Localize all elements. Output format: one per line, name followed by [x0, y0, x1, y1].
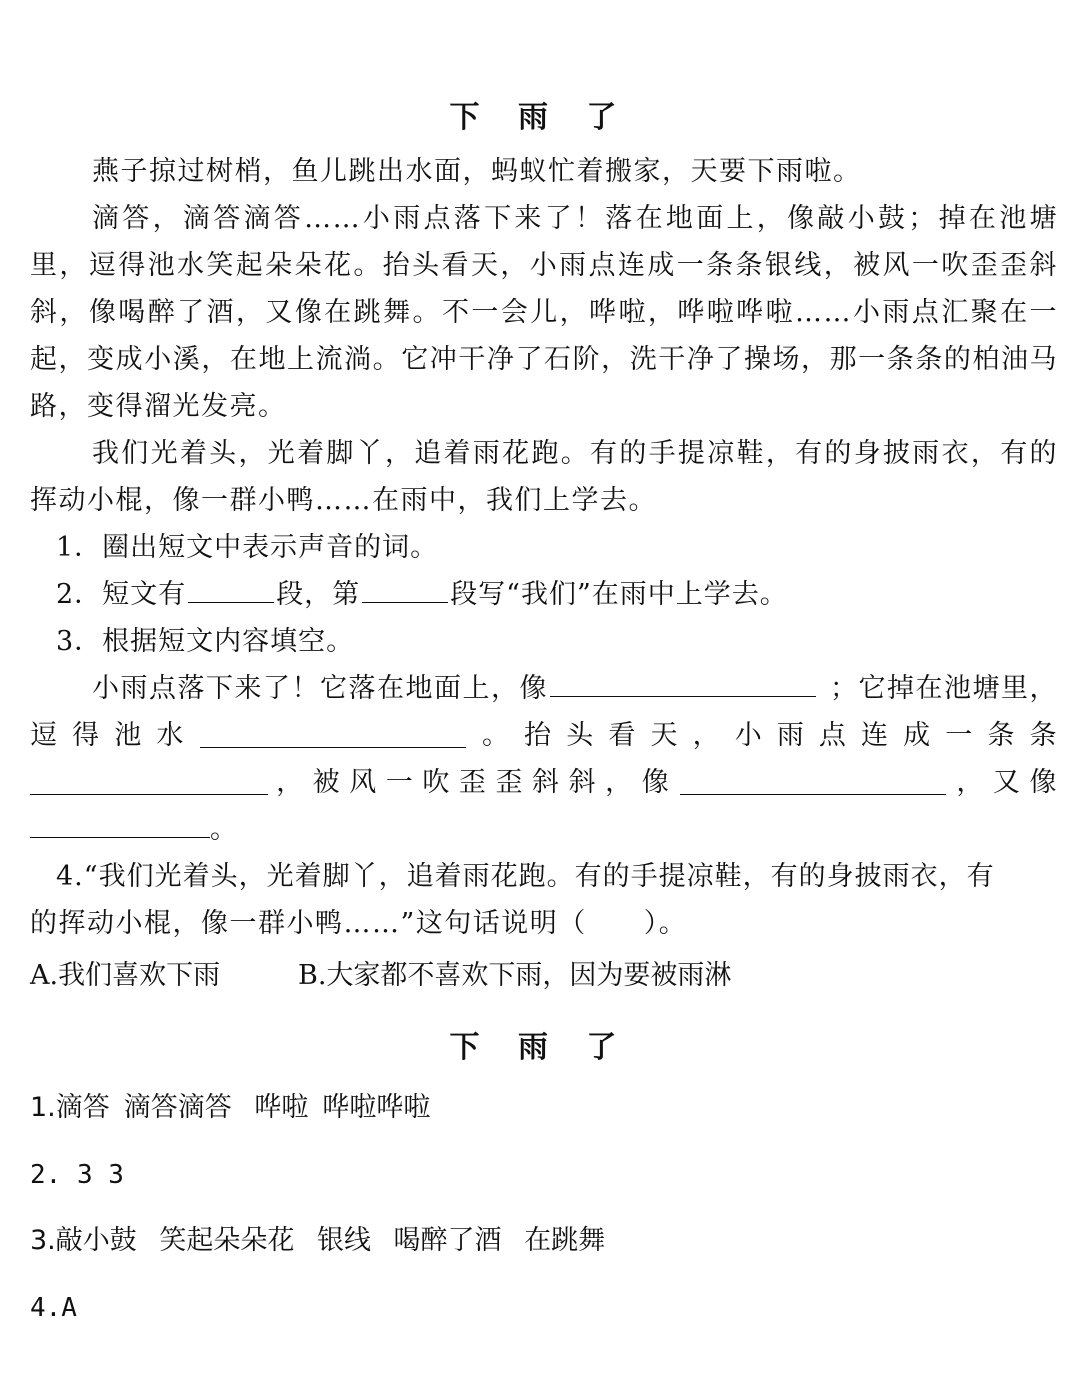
q3-char: 点 — [818, 720, 848, 751]
q3-char: 小 — [734, 720, 764, 751]
question-2-part-c: 段写“我们”在雨中上学去。 — [450, 579, 788, 610]
option-b[interactable]: B.大家都不喜欢下雨，因为要被雨淋 — [298, 960, 732, 991]
answer-blank[interactable] — [30, 793, 268, 795]
answer-blank[interactable] — [680, 793, 946, 795]
q3-char: 抬 — [524, 720, 553, 751]
answer-3-item: 3.敲小鼓 — [30, 1225, 137, 1256]
q3-char: 水 — [156, 720, 185, 751]
answer-3-item: 在跳舞 — [515, 1225, 606, 1256]
q3-fill-line-1 — [30, 665, 1058, 712]
q3-fill-text — [30, 665, 818, 712]
q3-fill-line-3 — [30, 759, 1058, 806]
q3-char: ， — [956, 767, 985, 798]
q3-char: 歪 — [495, 767, 524, 798]
q3-char: 头 — [566, 720, 595, 751]
q3-fill-text-a: 小雨点落下来了！它落在地面上，像 — [92, 673, 548, 704]
q3-char: 像 — [1029, 767, 1058, 798]
answer-blank[interactable] — [200, 746, 466, 748]
question-2-part-b: 段，第 — [276, 579, 361, 610]
q3-char: 一 — [945, 720, 974, 751]
q3-fill-end: 。 — [210, 814, 239, 845]
q3-char: ， — [605, 767, 634, 798]
q3-char: ， — [276, 767, 305, 798]
answer-2: 2. 3 3 — [30, 1160, 124, 1190]
answer-3-item: 银线 — [308, 1225, 371, 1256]
q3-char: 池 — [114, 720, 143, 751]
answer-1-item: 1.滴答 — [30, 1092, 110, 1123]
answer-3-item: 笑起朵朵花 — [150, 1225, 295, 1256]
answer-1-item: 哗啦哗啦 — [322, 1092, 431, 1123]
answer-blank[interactable] — [30, 836, 210, 838]
answer-blank[interactable] — [188, 601, 274, 603]
answer-blank[interactable] — [362, 601, 448, 603]
q3-char: 斜 — [568, 767, 598, 798]
q3-char: 风 — [349, 767, 378, 798]
q3-char: 看 — [608, 720, 637, 751]
q3-char: 天 — [650, 720, 679, 751]
q3-char: 连 — [861, 720, 890, 751]
passage-paragraph-2: 滴答，滴答滴答……小雨点落下来了！落在地面上，像敲小鼓；掉在池塘里，逗得池水笑起朵朵花。抬头看天，小雨点连成一条条银线，被风一吹歪歪斜斜，像喝醉了酒，又像在跳舞。不一会儿，哗啦，哗啦哗啦……小雨点汇聚在一起，变成小溪，在地上流淌。它冲干净了石阶，洗干净了操场，那一条条的柏油马路，变得溜光发亮。 — [30, 203, 1058, 422]
q3-char: 条 — [987, 720, 1016, 751]
q3-fill-line-2 — [30, 712, 1058, 759]
q3-char: 一 — [385, 767, 415, 798]
question-4-line-2: 的挥动小棍，像一群小鸭……”这句话说明（ ）。 — [30, 908, 688, 939]
page-title: 下 雨 了 — [449, 100, 631, 135]
q3-fill-line-4 — [30, 806, 239, 853]
q3-char: 又 — [992, 767, 1022, 798]
answer-blank[interactable] — [550, 695, 816, 697]
q3-char: 像 — [641, 767, 671, 798]
question-4-line-1: 4.“我们光着头，光着脚丫，追着雨花跑。有的手提凉鞋，有的身披雨衣，有 — [56, 861, 995, 892]
question-2 — [56, 571, 788, 618]
q3-char: 。 — [482, 720, 511, 751]
q3-char: 条 — [1029, 720, 1058, 751]
answer-1-item: 滴答滴答 — [123, 1092, 232, 1123]
answer-1-item: 哗啦 — [245, 1092, 309, 1123]
passage-paragraph-3: 我们光着头，光着脚丫，追着雨花跑。有的手提凉鞋，有的身披雨衣，有的挥动小棍，像一群小鸭……在雨中，我们上学去。 — [30, 438, 1058, 516]
q3-char: 吹 — [422, 767, 451, 798]
question-2-part-a: 2．短文有 — [56, 579, 187, 610]
passage-paragraph-1: 燕子掠过树梢，鱼儿跳出水面，蚂蚁忙着搬家，天要下雨啦。 — [92, 156, 862, 187]
answer-section-title: 下 雨 了 — [449, 1030, 631, 1065]
q3-char: 斜 — [532, 767, 561, 798]
option-a[interactable]: A.我们喜欢下雨 — [30, 960, 221, 991]
question-1: 1．圈出短文中表示声音的词。 — [56, 532, 439, 563]
question-3: 3．根据短文内容填空。 — [56, 626, 355, 657]
q3-fill-text-b: ；它掉在池塘里， — [830, 673, 1058, 704]
q3-char: 逗 — [30, 720, 59, 751]
answer-4: 4.A — [30, 1293, 77, 1323]
q3-char: ， — [692, 720, 722, 751]
answer-3-item: 喝醉了酒 — [384, 1225, 502, 1256]
q3-char: 被 — [312, 767, 342, 798]
answer-1 — [30, 1088, 444, 1128]
answer-3 — [30, 1221, 619, 1261]
q3-char: 成 — [903, 720, 932, 751]
q3-char: 得 — [72, 720, 101, 751]
q3-char: 雨 — [776, 720, 806, 751]
q3-char: 歪 — [458, 767, 488, 798]
